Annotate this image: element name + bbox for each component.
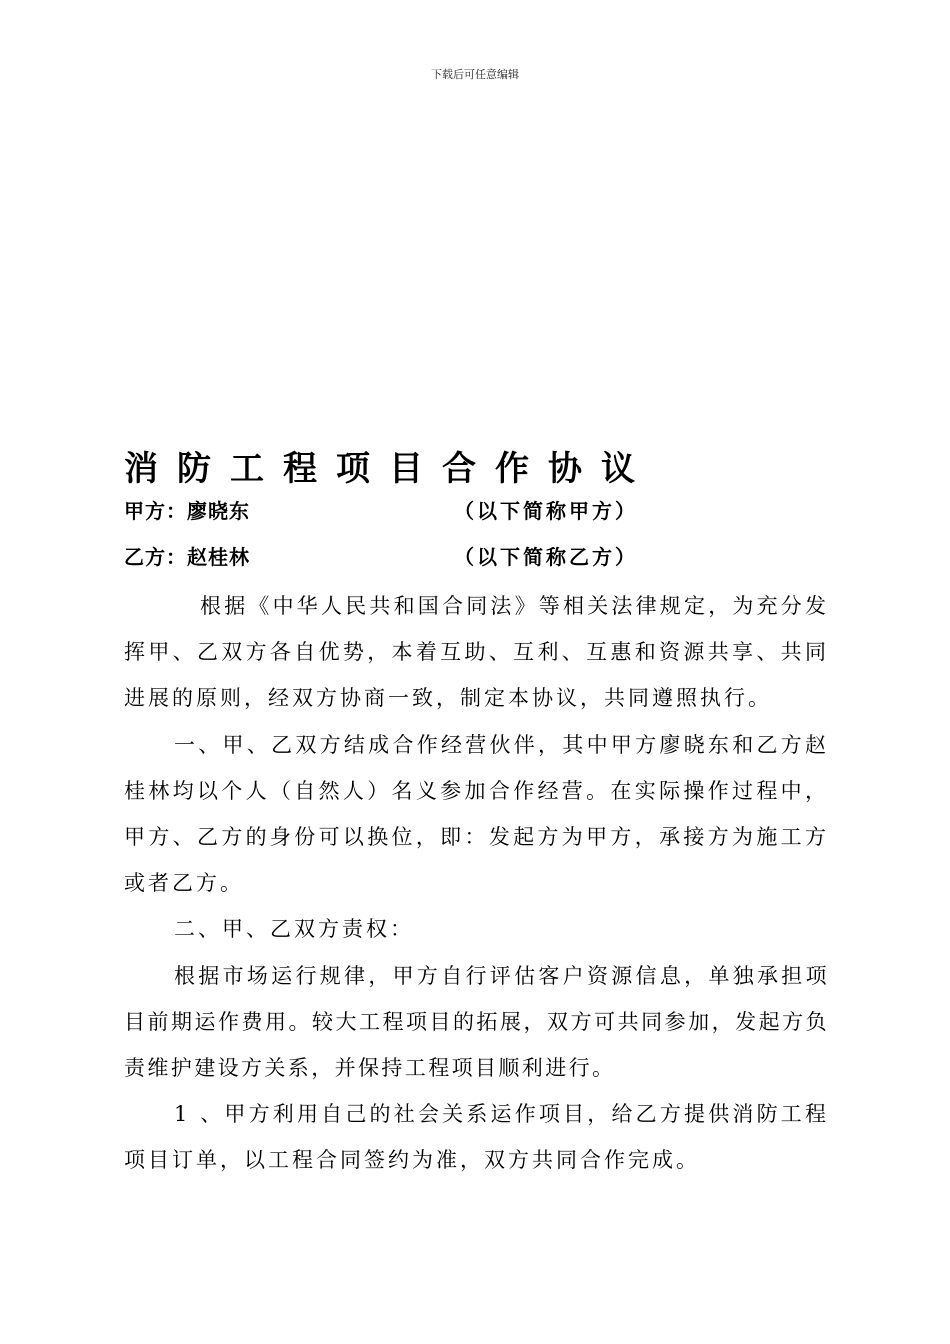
paragraph-clause-2-heading: 二、甲、乙双方责权： (174, 917, 414, 942)
paragraph-preamble: 根据《中华人民共和国合同法》等相关法律规定，为充分发挥甲、乙双方各自优势，本着互助、互利、互惠和资源共享、共同进展的原则，经双方协商一致，制定本协议，共同遵照执行。 (124, 594, 829, 711)
party-b-alias: （以下简称乙方） (454, 545, 638, 569)
party-a-alias: （以下简称甲方） (454, 499, 638, 523)
paragraph-clause-2-body: 根据市场运行规律，甲方自行评估客户资源信息，单独承担项目前期运作费用。较大工程项目的拓展，双方可共同参加，发起方负责维护建设方关系，并保持工程项目顺利进行。 (124, 963, 829, 1081)
agreement-body (124, 583, 829, 1184)
party-a-row (124, 495, 844, 525)
party-a-name: 甲方：廖晓东 (124, 499, 250, 523)
paragraph-clause-1: 一、甲、乙双方结成合作经营伙伴，其中甲方廖晓东和乙方赵桂林均以个人（自然人）名义参加合作经营。在实际操作过程中，甲方、乙方的身份可以换位，即：发起方为甲方，承接方为施工方或者乙方。 (124, 732, 829, 896)
header-note: 下载后可任意编辑 (431, 68, 519, 81)
party-b-name: 乙方：赵桂林 (124, 545, 250, 569)
paragraph-clause-2-item-1: 1 、甲方利用自己的社会关系运作项目，给乙方提供消防工程项目订单，以工程合同签约为准，双方共同合作完成。 (124, 1102, 829, 1173)
document-title: 消防工程项目合作协议 (124, 449, 654, 489)
party-b-row (124, 541, 844, 571)
